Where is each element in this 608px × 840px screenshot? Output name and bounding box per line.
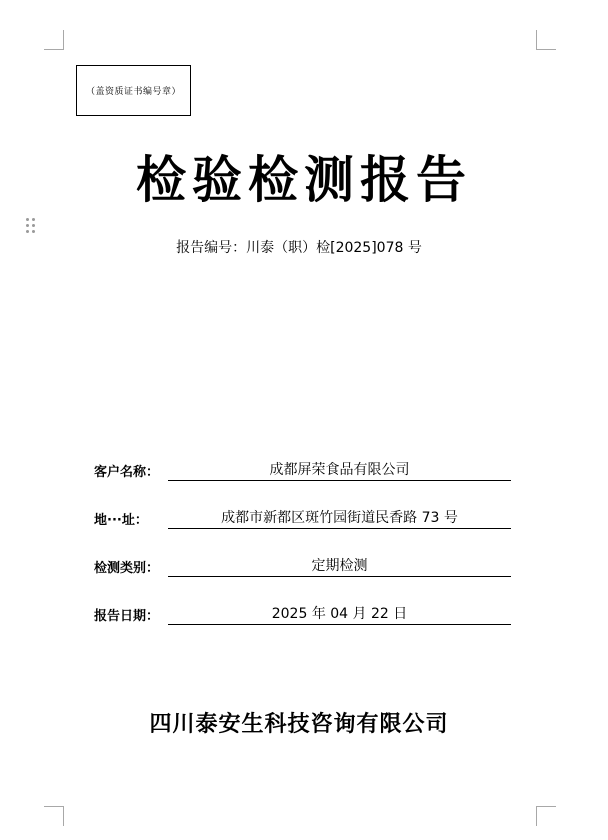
qualification-stamp-box xyxy=(76,65,191,116)
issuing-company: 四川泰安生科技咨询有限公司 xyxy=(149,711,449,737)
field-label: 报告日期： xyxy=(94,609,160,624)
crop-mark-bottom-left xyxy=(44,806,64,826)
crop-mark-top-left xyxy=(44,30,64,50)
report-number: 报告编号：川泰（职）检[2025]078 号 xyxy=(176,240,422,256)
stamp-placeholder-text: （盖资质证书编号章） xyxy=(85,87,181,97)
field-value[interactable]: 2025 年 04 月 22 日 xyxy=(168,604,511,625)
field-value[interactable]: 成都市新都区斑竹园街道民香路 73 号 xyxy=(168,508,511,529)
field-client-name xyxy=(94,460,511,484)
field-label: 检测类别： xyxy=(94,561,160,576)
field-value[interactable]: 定期检测 xyxy=(168,556,511,577)
field-report-date xyxy=(94,604,511,628)
drag-handle-icon[interactable] xyxy=(26,218,36,234)
report-title: 检验检测报告 xyxy=(136,150,472,209)
crop-mark-bottom-right xyxy=(536,806,556,826)
field-label: 地···址： xyxy=(94,513,148,528)
field-test-category xyxy=(94,556,511,580)
crop-mark-top-right xyxy=(536,30,556,50)
field-address xyxy=(94,508,511,532)
field-label: 客户名称： xyxy=(94,465,160,480)
field-value[interactable]: 成都屏荣食品有限公司 xyxy=(168,460,511,481)
